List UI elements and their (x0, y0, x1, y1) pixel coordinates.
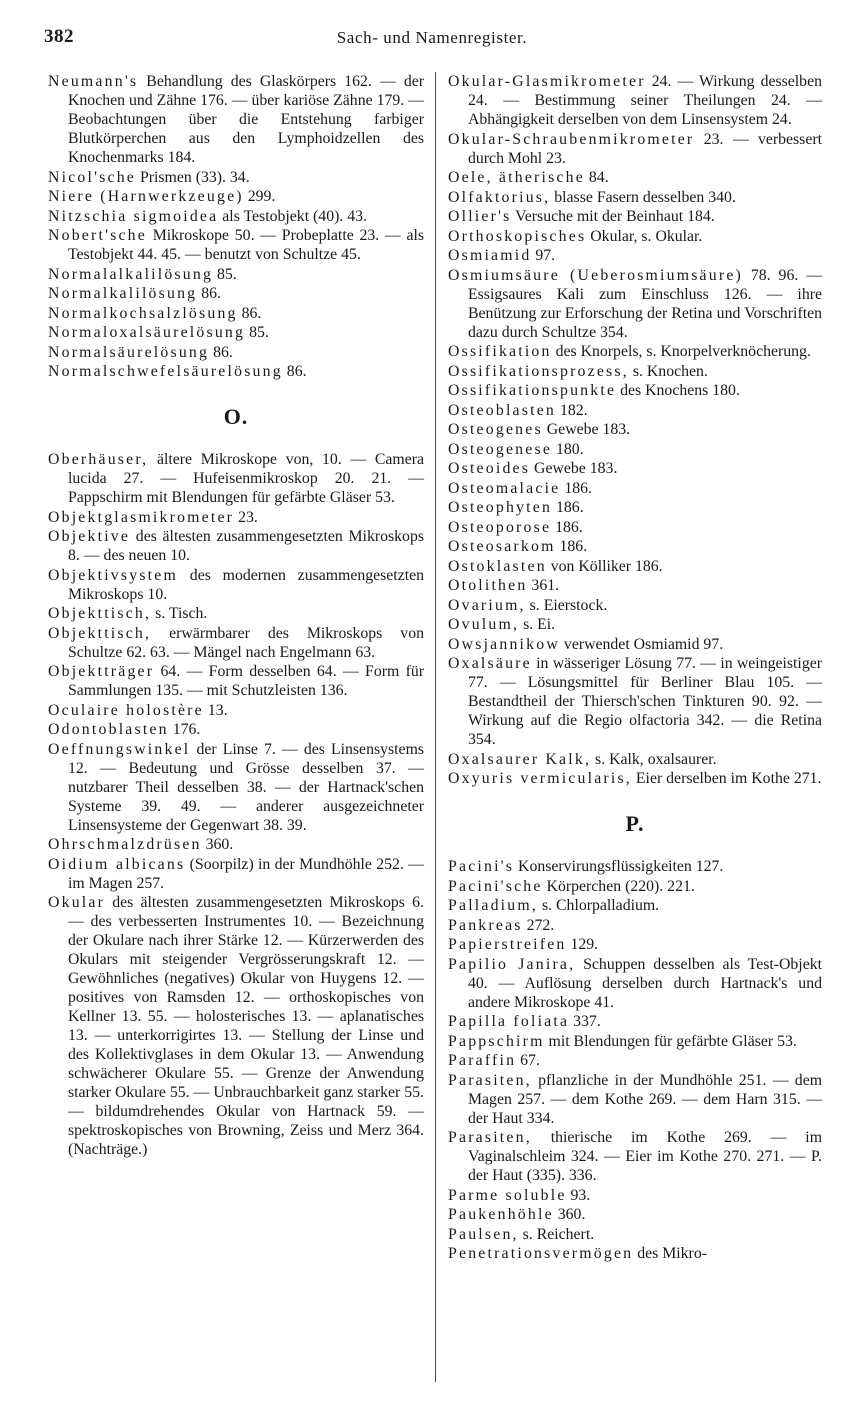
index-entry (448, 615, 822, 634)
entry-references: pflanzliche in der Mundhöhle 251. — dem Magen 257. — dem Kothe 269. — dem Harn 315. — der Haut 334. (468, 1071, 822, 1127)
entry-references: 299. (243, 188, 276, 205)
index-entry (48, 362, 424, 381)
index-entry (448, 362, 822, 381)
entry-references: 64. — Form desselben 64. — Form für Sammlungen 135. — mit Schutzleisten 136. (68, 663, 424, 699)
entry-references: s. Chlorpalladium. (538, 897, 660, 914)
entry-list-o (48, 450, 424, 1159)
entry-references: verwendet Osmiamid 97. (559, 635, 724, 653)
index-entry (448, 342, 822, 361)
entry-headword: Oberhäuser, (48, 451, 149, 468)
entry-headword: Osteosarkom (448, 538, 556, 555)
entry-references: (Soorpilz) in der Mundhöhle 252. — im Magen 257. (68, 855, 424, 892)
entry-references: s. Reichert. (518, 1225, 595, 1243)
entry-headword: Parasiten, (448, 1071, 532, 1089)
entry-headword: Ovarium, (448, 596, 526, 614)
index-entry (448, 266, 822, 342)
entry-list-o-continued (448, 72, 822, 788)
entry-references: 84. (584, 169, 609, 186)
index-entry (448, 440, 822, 459)
entry-headword: Parme soluble (448, 1186, 567, 1204)
entry-references: s. Eierstock. (525, 596, 608, 614)
index-entry (48, 343, 424, 362)
entry-headword: Papilla foliata (448, 1013, 570, 1030)
index-entry (48, 855, 424, 893)
entry-references: erwärmbarer des Mikroskops von Schultze 62. 63. — Mängel nach Engelmann 63. (68, 624, 424, 661)
entry-headword: Objektglasmikrometer (48, 508, 235, 526)
entry-references: 129. (566, 936, 599, 953)
left-column (48, 72, 424, 1160)
page-header (44, 26, 820, 56)
index-entry (448, 576, 822, 595)
entry-references: blasse Fasern desselben 340. (550, 188, 736, 206)
index-entry (448, 596, 822, 615)
entry-headword: Osteoporose (448, 518, 552, 536)
index-entry (448, 518, 822, 537)
entry-headword: Ovulum, (448, 616, 520, 633)
entry-references: des Mikro- (633, 1245, 707, 1262)
entry-headword: Okular (48, 894, 106, 911)
index-entry (448, 1051, 822, 1070)
index-entry (48, 740, 424, 835)
entry-references: mit Blendungen für gefärbte Gläser 53. (544, 1032, 797, 1050)
entry-headword: Oxalsäure (448, 655, 532, 672)
index-entry (448, 1205, 822, 1224)
entry-references: des Knorpels, s. Knorpelverknöcherung. (551, 343, 811, 360)
entry-references: thierische im Kothe 269. — im Vaginalschleim 324. — Eier im Kothe 270. 271. — P. der Haut (335). 336. (468, 1129, 822, 1184)
entry-references: 186. (560, 479, 592, 497)
entry-headword: Oculaire holostère (48, 701, 204, 719)
entry-headword: Owsjannikow (448, 635, 560, 653)
entry-headword: Objektivsystem (48, 566, 178, 584)
index-entry (448, 401, 822, 420)
entry-references: 182. (556, 401, 588, 419)
index-entry (448, 188, 822, 207)
index-entry (48, 265, 424, 284)
entry-headword: Paukenhöhle (448, 1206, 554, 1223)
entry-headword: Odontoblasten (48, 721, 169, 738)
entry-references: s. Tisch. (151, 605, 208, 622)
right-column (448, 72, 822, 1264)
entry-references: Okular, s. Okular. (586, 227, 703, 245)
index-entry (448, 227, 822, 246)
entry-references: s. Ei. (519, 616, 556, 633)
entry-references: 23. — verbessert durch Mohl 23. (468, 130, 822, 167)
index-entry (448, 72, 822, 129)
entry-headword: Osteogenese (448, 440, 553, 458)
index-entry (448, 246, 822, 265)
entry-headword: Ollier's (448, 208, 512, 225)
entry-headword: Objektive (48, 528, 131, 545)
entry-references: s. Knochen. (628, 362, 708, 380)
entry-headword: Palladium, (448, 897, 539, 914)
entry-references: 180. (552, 440, 584, 458)
index-entry (448, 557, 822, 576)
entry-headword: Osteoides (448, 460, 531, 477)
index-entry (448, 1225, 822, 1244)
entry-references: Gewebe 183. (542, 421, 631, 438)
entry-headword: Pappschirm (448, 1032, 545, 1050)
entry-headword: Objekttisch, (48, 624, 152, 642)
index-entry (48, 168, 424, 187)
index-entry (48, 835, 424, 854)
index-entry (48, 662, 424, 700)
entry-references: 361. (527, 577, 560, 594)
entry-references: Prismen (33). 34. (136, 168, 250, 186)
entry-headword: Paraffin (448, 1052, 517, 1069)
entry-headword: Parasiten, (448, 1129, 532, 1146)
entry-headword: Olfaktorius, (448, 188, 551, 206)
index-entry (448, 857, 822, 876)
entry-references: 78. 96. — Essigsaures Kali zum Einschluss 126. — ihre Benützung zur Erforschung der Retina und Vorschriften dazu durch Schultze 354. (468, 266, 822, 341)
index-entry (48, 893, 424, 1159)
entry-headword: Osmiumsäure (Ueberosmiumsäure) (448, 266, 743, 284)
entry-headword: Osteomalacie (448, 479, 561, 497)
entry-references: in wässeriger Lösung 77. — in weingeistiger 77. — Lösungsmittel für Berliner Blau 105. — Bestandtheil der Thiersch'schen Tinkturen 90. 92. — Wirkung auf die Regio olfactoria 342. — die Retina 354. (468, 655, 822, 748)
index-entry (448, 1071, 822, 1128)
entry-references: des modernen zusammengesetzten Mikroskops 10. (68, 566, 424, 603)
entry-references: 360. (201, 836, 234, 853)
entry-headword: Ohrschmalzdrüsen (48, 836, 202, 853)
entry-references: des ältesten zusammengesetzten Mikroskops 8. — des neuen 10. (68, 528, 424, 564)
entry-references: von Kölliker 186. (546, 557, 663, 575)
entry-headword: Oele, ätherische (448, 169, 585, 186)
index-entry (48, 304, 424, 323)
index-entry (448, 498, 822, 517)
entry-references: ältere Mikroskope von, 10. — Camera lucida 27. — Hufeisenmikroskop 20. 21. — Pappschirm mit Blendungen für gefärbte Gläser 53. (68, 451, 424, 506)
entry-references: 85. (245, 324, 269, 341)
entry-headword: Osmiamid (448, 247, 532, 264)
index-entry (448, 537, 822, 556)
entry-references: 176. (168, 721, 201, 738)
entry-headword: Nobert'sche (48, 227, 147, 244)
index-entry (448, 420, 822, 439)
index-entry (448, 168, 822, 187)
entry-references: 86. (282, 363, 307, 380)
index-entry (48, 604, 424, 623)
section-heading-p: P. (625, 811, 645, 836)
entry-references: 337. (569, 1013, 601, 1030)
index-entry (48, 226, 424, 264)
entry-references: 272. (522, 916, 555, 934)
index-entry (448, 459, 822, 478)
entry-headword: Ossifikationsprozess, (448, 362, 629, 380)
entry-references: Schuppen desselben als Test-Objekt 40. — Auflösung derselben durch Hartnack's und andere Mikroskope 41. (468, 955, 822, 1011)
entry-headword: Normalschwefelsäurelösung (48, 363, 283, 380)
entry-references: der Linse 7. — des Linsensystems 12. — Bedeutung und Grösse desselben 37. — nutzbarer Theil desselben 38. — der Hartnack'schen Systeme 39. 49. — anderer ausgezeichneter Linsensysteme der Gegenwart 38. 39. (68, 740, 424, 834)
index-entry (448, 896, 822, 915)
entry-references: 97. (531, 247, 556, 264)
index-entry (448, 635, 822, 654)
index-entry (448, 769, 822, 788)
index-entry (48, 187, 424, 206)
entry-references: des ältesten zusammengesetzten Mikroskops 6. — des verbesserten Instrumentes 10. — Bezeichnung der Okulare nach ihrer Stärke 12. — Kürzerwerden des Okulars mit steigender Vergrösserungskraft 12. — Gewöhnliches (negatives) Okular von Huygens 12. — positives von Ramsden 12. — orthoskopisches von Kellner 13. 55. — holosterisches 13. — aplanatisches 13. — unterkorrigirtes 13. — Stellung der Linse und des Kollektivglases in dem Okular 13. — Anwendung schwächerer Okulare 55. — Grenze der Anwendung starker Okulare 55. — Unbrauchbarkeit ganz starker 55. — bildumdrehendes Okular von Hartnack 59. — spektroskopisches von Browning, Zeiss und Merz 364. (Nachträge.) (68, 894, 424, 1158)
index-entry (448, 916, 822, 935)
entry-references: Behandlung des Glaskörpers 162. — der Knochen und Zähne 176. — über kariöse Zähne 179. — Beobachtungen über die Entstehung farbiger Blutkörperchen aus den Lymphoidzellen des Knochenmarks 184. (68, 73, 424, 166)
entry-list-n (48, 72, 424, 381)
entry-references: Eier derselben im Kothe 271. (631, 770, 822, 787)
entry-headword: Otolithen (448, 577, 528, 594)
index-entry (448, 1012, 822, 1031)
entry-references: s. Kalk, oxalsaurer. (591, 750, 717, 768)
index-entry (48, 207, 424, 226)
entry-headword: Oxyuris vermicularis, (448, 770, 632, 787)
entry-headword: Normalkochsalzlösung (48, 304, 238, 322)
index-entry (448, 935, 822, 954)
entry-headword: Pacini's (448, 858, 515, 875)
entry-headword: Normalkalilösung (48, 285, 198, 302)
entry-references: 360. (553, 1206, 586, 1223)
index-entry (448, 381, 822, 400)
entry-references: als Testobjekt (40). 43. (218, 207, 367, 225)
index-entry (448, 479, 822, 498)
index-entry (48, 450, 424, 507)
entry-headword: Niere (Harnwerkzeuge) (48, 188, 244, 205)
entry-headword: Nitzschia sigmoidea (48, 207, 219, 225)
index-entry (448, 654, 822, 749)
entry-references: Versuche mit der Beinhaut 184. (511, 208, 715, 225)
entry-headword: Normalalkalilösung (48, 265, 214, 283)
entry-headword: Osteoblasten (448, 401, 556, 419)
entry-references: 23. (234, 508, 258, 526)
entry-headword: Osteophyten (448, 499, 553, 516)
entry-headword: Ossifikationspunkte (448, 382, 617, 399)
entry-headword: Pacini'sche (448, 877, 543, 895)
index-entry (48, 508, 424, 527)
entry-headword: Objekttisch, (48, 605, 152, 622)
entry-headword: Oeffnungswinkel (48, 740, 191, 758)
index-entry (448, 750, 822, 769)
entry-references: 186. (552, 499, 584, 516)
index-entry (448, 207, 822, 226)
section-heading-o: O. (223, 404, 249, 429)
entry-headword: Oxalsaurer Kalk, (448, 750, 592, 768)
index-entry (48, 624, 424, 662)
entry-headword: Nicol'sche (48, 168, 137, 186)
entry-headword: Ossifikation (448, 343, 552, 360)
entry-headword: Okular-Schraubenmikrometer (448, 130, 695, 148)
entry-references: Körperchen (220). 221. (542, 877, 695, 895)
entry-references: 86. (209, 343, 233, 361)
entry-references: Mikroskope 50. — Probeplatte 23. — als Testobjekt 44. 45. — benutzt von Schultze 45. (68, 227, 424, 263)
index-entry (48, 720, 424, 739)
entry-headword: Osteogenes (448, 421, 543, 438)
index-entry (448, 955, 822, 1012)
entry-headword: Papierstreifen (448, 936, 567, 953)
entry-references: 93. (566, 1186, 591, 1204)
index-entry (48, 701, 424, 720)
entry-headword: Okular-Glasmikrometer (448, 73, 646, 90)
entry-headword: Pankreas (448, 916, 523, 934)
entry-headword: Penetrationsvermögen (448, 1245, 634, 1262)
index-entry (48, 323, 424, 342)
entry-references: 86. (197, 285, 221, 302)
index-entry (48, 72, 424, 167)
index-entry (448, 877, 822, 896)
entry-headword: Ostoklasten (448, 557, 547, 575)
running-head: Sach- und Namenregister. (336, 28, 528, 47)
entry-headword: Neumann's (48, 73, 139, 90)
entry-headword: Paulsen, (448, 1225, 519, 1243)
entry-headword: Objektträger (48, 663, 155, 680)
entry-references: des Knochens 180. (616, 382, 740, 399)
index-entry (448, 130, 822, 168)
entry-references: 186. (551, 518, 583, 536)
index-entry (448, 1128, 822, 1185)
entry-references: 67. (516, 1052, 540, 1069)
entry-references: 85. (213, 265, 237, 283)
entry-headword: Papilio Janira, (448, 955, 576, 973)
entry-headword: Normaloxalsäurelösung (48, 324, 246, 341)
entry-headword: Orthoskopisches (448, 227, 587, 245)
index-entry (48, 284, 424, 303)
index-entry (448, 1032, 822, 1051)
entry-references: 86. (237, 304, 262, 322)
entry-references: 186. (555, 538, 588, 555)
entry-list-p (448, 857, 822, 1263)
entry-references: 13. (203, 701, 228, 719)
entry-references: Gewebe 183. (530, 460, 618, 477)
page-number: 382 (44, 26, 74, 47)
entry-headword: Oidium albicans (48, 855, 186, 873)
index-entry (448, 1186, 822, 1205)
entry-references: Konservirungsflüssigkeiten 127. (514, 858, 724, 875)
index-entry (48, 527, 424, 565)
entry-references: 24. — Wirkung desselben 24. — Bestimmung seiner Theilungen 24. — Abhängigkeit derselben von dem Linsensystem 24. (468, 73, 822, 128)
column-divider (435, 72, 436, 1382)
index-entry (448, 1244, 822, 1263)
entry-headword: Normalsäurelösung (48, 343, 210, 361)
index-entry (48, 566, 424, 604)
